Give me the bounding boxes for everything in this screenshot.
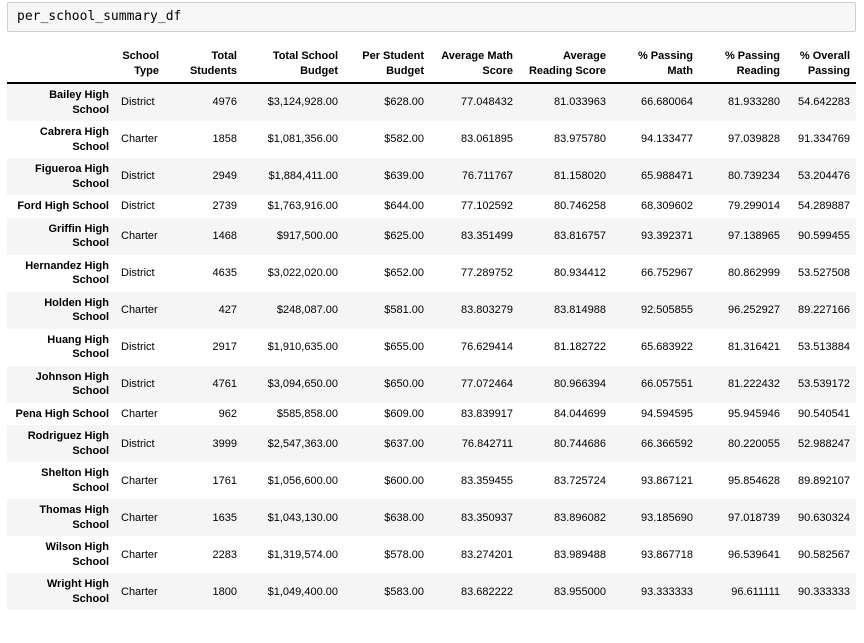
data-cell: 81.222432 (728, 378, 780, 391)
data-cell: $1,763,916.00 (267, 200, 338, 213)
data-cell: Charter (121, 407, 158, 420)
data-cell: 89.892107 (798, 474, 850, 487)
data-cell: $638.00 (384, 511, 424, 524)
table-row-pena-high-school (7, 403, 856, 426)
data-cell: 4635 (212, 266, 237, 279)
data-cell: 68.309602 (641, 200, 693, 213)
data-cell: 2283 (212, 548, 237, 561)
data-cell: 93.333333 (641, 585, 693, 598)
data-cell: 80.744686 (554, 437, 606, 450)
data-cell: 83.896082 (554, 511, 606, 524)
data-cell: 81.033963 (554, 96, 606, 109)
data-cell: 76.711767 (461, 170, 513, 183)
data-cell: 90.599455 (798, 229, 850, 242)
data-cell: 65.988471 (641, 170, 693, 183)
data-cell: District (121, 96, 155, 109)
data-cell: 94.594595 (641, 407, 693, 420)
data-cell: $1,049,400.00 (267, 585, 338, 598)
data-cell: 92.505855 (641, 303, 693, 316)
table-row-wilson-high-school (7, 536, 856, 573)
table-row-johnson-high-school (7, 366, 856, 403)
column-header-overall-passing: % Overall Passing (799, 50, 850, 77)
column-header-per-student-budget: Per Student Budget (362, 50, 424, 77)
dataframe-output (7, 45, 857, 610)
data-cell: 94.133477 (641, 133, 693, 146)
row-index-cell: Wright High School (46, 578, 109, 605)
column-header-passing-reading: % Passing Reading (724, 50, 780, 77)
data-cell: $582.00 (384, 133, 424, 146)
data-cell: 77.102592 (461, 200, 513, 213)
row-index-cell: Shelton High School (41, 467, 109, 494)
data-cell: 65.683922 (641, 340, 693, 353)
data-cell: $585,858.00 (276, 407, 338, 420)
data-cell: 83.725724 (554, 474, 606, 487)
table-row-wright-high-school (7, 573, 856, 610)
column-header-total-school-budget: Total School Budget (272, 50, 338, 77)
data-cell: 66.366592 (641, 437, 693, 450)
data-cell: $600.00 (384, 474, 424, 487)
row-index-cell: Rodriguez High School (27, 430, 109, 457)
data-cell: 93.392371 (641, 229, 693, 242)
row-index-cell: Thomas High School (39, 504, 109, 531)
data-cell: 3999 (212, 437, 237, 450)
table-row-huang-high-school (7, 329, 856, 366)
data-cell: 96.252927 (728, 303, 780, 316)
table-row-figueroa-high-school (7, 158, 856, 195)
data-cell: 80.934412 (554, 266, 606, 279)
data-cell: 76.842711 (461, 437, 513, 450)
data-cell: District (121, 437, 155, 450)
index-header-blank (7, 45, 115, 83)
column-header-average-reading-score: Average Reading Score (528, 50, 606, 77)
data-cell: $583.00 (384, 585, 424, 598)
data-cell: $644.00 (384, 200, 424, 213)
data-cell: 95.854628 (728, 474, 780, 487)
data-cell: 962 (218, 407, 237, 420)
data-cell: 81.316421 (728, 340, 780, 353)
data-cell: $1,056,600.00 (267, 474, 338, 487)
data-cell: Charter (121, 585, 158, 598)
data-cell: 90.582567 (798, 548, 850, 561)
data-cell: $637.00 (384, 437, 424, 450)
data-cell: 95.945946 (728, 407, 780, 420)
row-index-cell: Holden High School (44, 296, 109, 324)
data-cell: 53.204476 (798, 170, 850, 183)
row-index-cell: Figueroa High School (35, 163, 109, 190)
data-cell: 1635 (212, 511, 237, 524)
column-header-passing-math: % Passing Math (637, 50, 693, 77)
data-cell: $652.00 (384, 266, 424, 279)
row-index-cell: Huang High School (47, 333, 109, 361)
data-cell: 93.185690 (641, 511, 693, 524)
data-cell: Charter (121, 229, 158, 242)
data-cell: 66.680064 (641, 96, 693, 109)
data-cell: 1761 (212, 474, 237, 487)
data-cell: 93.867121 (641, 474, 693, 487)
data-cell: 80.966394 (554, 378, 606, 391)
data-cell: Charter (121, 303, 158, 316)
data-cell: $628.00 (384, 96, 424, 109)
data-cell: 66.057551 (641, 378, 693, 391)
dataframe-table (7, 45, 856, 610)
row-index-cell: Griffin High School (48, 222, 109, 250)
row-index-cell: Pena High School (15, 407, 109, 420)
data-cell: District (121, 266, 155, 279)
data-cell: District (121, 170, 155, 183)
data-cell: Charter (121, 474, 158, 487)
data-cell: $1,884,411.00 (268, 170, 338, 183)
data-cell: 4761 (212, 378, 237, 391)
data-cell: 83.061895 (461, 133, 513, 146)
data-cell: Charter (121, 511, 158, 524)
data-cell: 83.839917 (461, 407, 513, 420)
data-cell: 2739 (212, 200, 237, 213)
data-cell: 53.513884 (798, 340, 850, 353)
data-cell: 90.333333 (798, 585, 850, 598)
data-cell: 97.138965 (728, 229, 780, 242)
data-cell: $1,081,356.00 (267, 133, 338, 146)
data-cell: 83.351499 (461, 229, 513, 242)
data-cell: Charter (121, 133, 158, 146)
data-cell: $1,043,130.00 (267, 511, 338, 524)
data-cell: 2949 (212, 170, 237, 183)
data-cell: $3,094,650.00 (267, 378, 338, 391)
data-cell: 81.933280 (728, 96, 780, 109)
data-cell: District (121, 200, 155, 213)
table-row-thomas-high-school (7, 499, 856, 536)
data-cell: $917,500.00 (276, 229, 338, 242)
data-cell: 83.359455 (461, 474, 513, 487)
data-cell: 54.289887 (798, 200, 850, 213)
column-header-average-math-score: Average Math Score (441, 50, 513, 77)
row-index-cell: Bailey High School (49, 89, 109, 116)
row-index-cell: Cabrera High School (39, 126, 109, 153)
table-row-cabrera-high-school (7, 121, 856, 158)
table-row-rodriguez-high-school (7, 425, 856, 462)
data-cell: 80.862999 (728, 266, 780, 279)
data-cell: $2,547,363.00 (267, 437, 338, 450)
data-cell: 77.072464 (461, 378, 513, 391)
table-row-holden-high-school (7, 292, 856, 329)
table-row-bailey-high-school (7, 83, 856, 121)
data-cell: $578.00 (384, 548, 424, 561)
data-cell: $248,087.00 (276, 303, 338, 316)
data-cell: 76.629414 (461, 340, 513, 353)
data-cell: District (121, 378, 155, 391)
data-cell: 2917 (212, 340, 237, 353)
data-cell: 66.752967 (641, 266, 693, 279)
data-cell: 83.803279 (461, 303, 513, 316)
row-index-cell: Ford High School (17, 200, 109, 213)
data-cell: Charter (121, 548, 158, 561)
data-cell: $655.00 (384, 340, 424, 353)
data-cell: 80.746258 (554, 200, 606, 213)
table-row-griffin-high-school (7, 218, 856, 255)
data-cell: 83.955000 (554, 585, 606, 598)
data-cell: $1,319,574.00 (267, 548, 338, 561)
data-cell: 1800 (212, 585, 237, 598)
data-cell: $650.00 (384, 378, 424, 391)
data-cell: 81.158020 (554, 170, 606, 183)
data-cell: 4976 (212, 96, 237, 109)
row-index-cell: Hernandez High School (25, 259, 109, 287)
data-cell: 427 (218, 303, 237, 316)
data-cell: 90.630324 (798, 511, 850, 524)
data-cell: 93.867718 (641, 548, 693, 561)
table-row-ford-high-school (7, 195, 856, 218)
data-cell: 83.989488 (554, 548, 606, 561)
data-cell: 53.527508 (798, 266, 850, 279)
data-cell: 97.039828 (728, 133, 780, 146)
data-cell: $3,022,020.00 (267, 266, 338, 279)
data-cell: 77.048432 (461, 96, 513, 109)
data-cell: 96.539641 (728, 548, 780, 561)
column-header-school-type: School Type (122, 50, 159, 77)
data-cell: 91.334769 (798, 133, 850, 146)
data-cell: 80.220055 (728, 437, 780, 450)
data-cell: 83.274201 (461, 548, 513, 561)
data-cell: 96.611111 (731, 585, 780, 598)
code-cell-input[interactable] (7, 2, 856, 32)
data-cell: 80.739234 (728, 170, 780, 183)
data-cell: 1858 (212, 133, 237, 146)
data-cell: 1468 (212, 229, 237, 242)
data-cell: $581.00 (384, 303, 424, 316)
data-cell: 97.018739 (728, 511, 780, 524)
data-cell: 81.182722 (554, 340, 606, 353)
table-header-row (7, 45, 856, 83)
data-cell: $609.00 (384, 407, 424, 420)
row-index-cell: Wilson High School (45, 541, 109, 568)
data-cell: 83.975780 (554, 133, 606, 146)
data-cell: 83.682222 (461, 585, 513, 598)
code-text: per_school_summary_df (17, 9, 182, 24)
data-cell: 52.988247 (798, 437, 850, 450)
data-cell: 79.299014 (728, 200, 780, 213)
data-cell: $639.00 (384, 170, 424, 183)
data-cell: District (121, 340, 155, 353)
data-cell: 83.814988 (554, 303, 606, 316)
data-cell: 89.227166 (798, 303, 850, 316)
data-cell: $625.00 (384, 229, 424, 242)
row-index-cell: Johnson High School (35, 370, 109, 398)
data-cell: 84.044699 (554, 407, 606, 420)
data-cell: 83.816757 (554, 229, 606, 242)
data-cell: $1,910,635.00 (267, 340, 338, 353)
data-cell: 77.289752 (461, 266, 513, 279)
table-row-hernandez-high-school (7, 255, 856, 292)
table-row-shelton-high-school (7, 462, 856, 499)
column-header-total-students: Total Students (189, 50, 237, 77)
data-cell: $3,124,928.00 (267, 96, 338, 109)
data-cell: 54.642283 (798, 96, 850, 109)
data-cell: 90.540541 (798, 407, 850, 420)
data-cell: 83.350937 (461, 511, 513, 524)
data-cell: 53.539172 (798, 378, 850, 391)
